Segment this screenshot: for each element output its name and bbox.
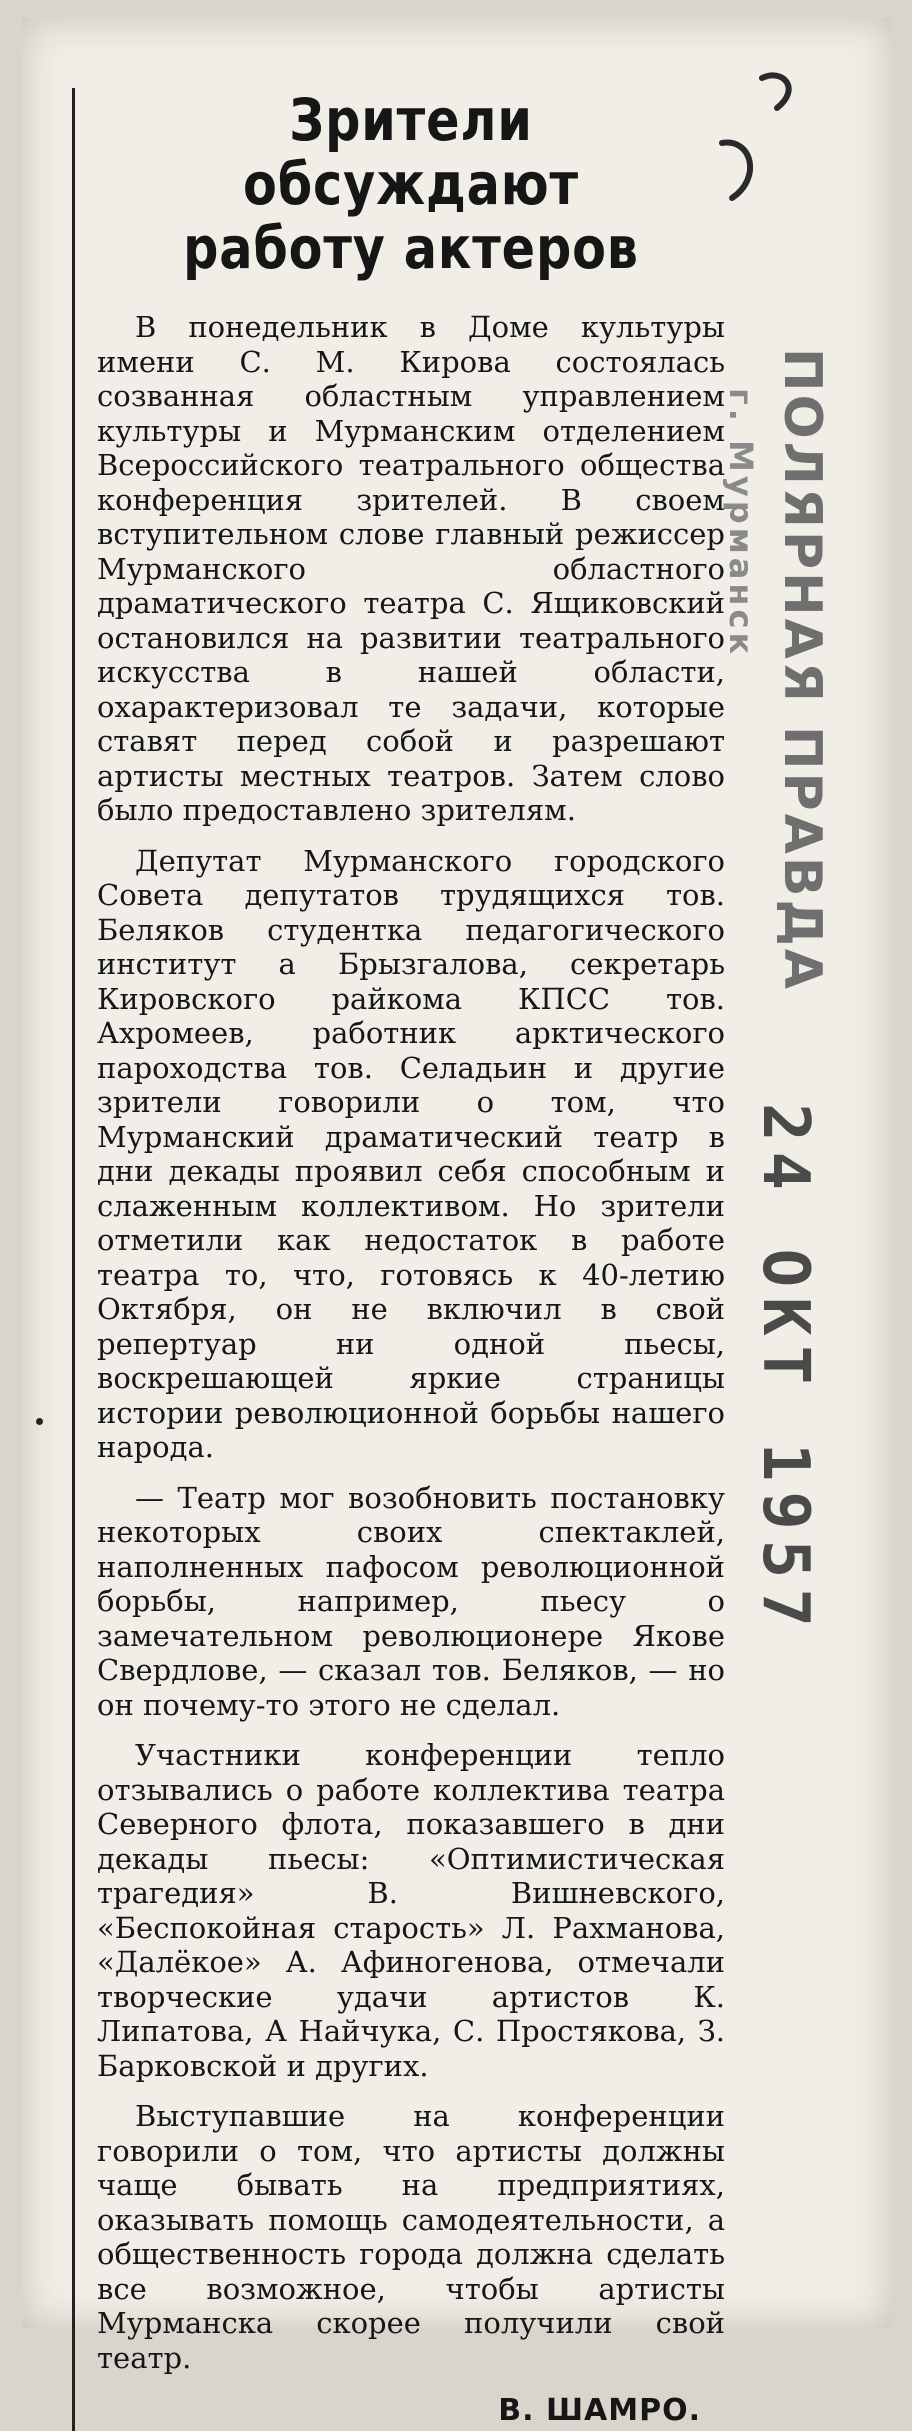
archive-sheet [22,18,892,2428]
article-paragraph: В понедельник в Доме культуры имени С. М. Кирова состоялась созванная областным управлением культуры и Мурманским отделением Всероссийского театрального общества конференция зрителей. В своем вступительном слове главный режиссер Мурманского областного драматического театра С. Ящиковский остановился на развитии театрального искусства в нашей области, охарактеризовал те задачи, которые ставят перед собой и разрешают артисты местных театров. Затем слово было предоставлено зрителям. [97,310,725,827]
headline-line-2: работу актеров [183,214,639,282]
newspaper-stamp-title: ПОЛЯРНАЯ ПРАВДА [772,348,832,993]
newspaper-stamp-city: г. Мурманск [722,388,760,659]
article-paragraph: Депутат Мурманского городского Совета депутатов трудящихся тов. Беляков студентка педагогического институт а Брызгалова, секретарь Кировского райкома КПСС тов. Ахромеев, работник арктического пароходства тов. Селадьин и другие зрители говорили о том, что Мурманский драматический театр в дни декады проявил себя способным и слаженным коллективом. Но зрители отметили как недостаток в работе театра то, что, готовясь к 40-летию Октября, он не включил в свой репертуар ни одной пьесы, воскрешающей яркие страницы истории революционной борьбы нашего народа. [97,843,725,1464]
date-stamp: 24 ОКТ 1957 [748,1103,822,1637]
article-headline [144,88,678,280]
author-signature: В. ШАМРО. [498,2393,701,2428]
headline-line-1: Зрители обсуждают [243,86,579,218]
newspaper-clipping [72,88,725,2431]
article-paragraph: Выступавшие на конференции говорили о том, что артисты должны чаще бывать на предприятиях, оказывать помощь самодеятельности, а общественность города должна сделать все возможное, чтобы артисты Мурманска скорее получили свой театр. [97,2099,725,2375]
ink-dot [36,1418,43,1425]
article-paragraph: — Театр мог возобновить постановку некоторых своих спектаклей, наполненных пафосом революционной борьбы, например, пьесу о замечательном революционере Якове Свердлове, — сказал тов. Беляков, — но он почему-то этого не сделал. [97,1480,725,1722]
article-paragraph: Участники конференции тепло отзывались о работе коллектива театра Северного флота, показавшего в дни декады пьесы: «Оптимистическая трагедия» В. Вишневского, «Беспокойная старость» Л. Рахманова, «Далёкое» А. Афиногенова, отмечали творческие удачи артистов К. Липатова, А Найчука, С. Простякова, З. Барковской и других. [97,1738,725,2083]
